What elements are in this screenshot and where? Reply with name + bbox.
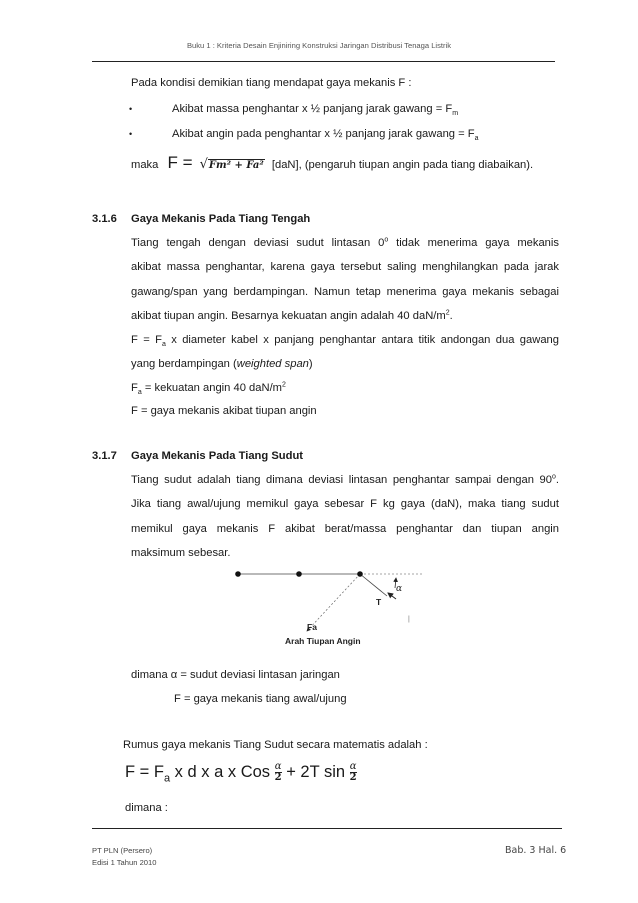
t-label: T <box>376 597 382 607</box>
tick-mark: | <box>408 616 410 623</box>
alpha-over-2: $\frac{\alpha}{2}$ <box>349 761 357 784</box>
paragraph-line: memikul gaya mekanis F akibat berat/massa penghantar dan tiupan angin <box>131 523 559 535</box>
header-rule <box>92 61 555 62</box>
paragraph-line: akibat tiupan angin. Besarnya kekuatan angin adalah 40 daN/$m^2$. <box>131 309 453 322</box>
paragraph-line: Tiang tengah dengan deviasi sudut lintasan 0$^o$ tidak menerima gaya mekanis <box>131 236 559 249</box>
intro-line: Pada kondisi demikian tiang mendapat gaya mekanis F : <box>131 77 412 89</box>
paragraph-line: gawang/span yang berdampingan. Namun tetap menerima gaya mekanis sebagai <box>131 286 559 298</box>
t-arrow <box>388 593 396 599</box>
alpha-over-2: $\frac{\alpha}{2}$ <box>274 761 282 784</box>
pole-middle <box>296 571 302 577</box>
formula-line: maka F = √Fm² + Fa² [daN], (pengaruh tiupan angin pada tiang diabaikan). <box>131 153 534 172</box>
paragraph-line: maksimum sebesar. <box>131 547 231 559</box>
bullet-dot: • <box>129 129 133 139</box>
fa-def-line: $F_a$ = kekuatan angin 40 daN/$m^2$ <box>131 381 286 397</box>
section-number: 3.1.7 <box>92 450 117 462</box>
paragraph-line: Tiang sudut adalah tiang dimana deviasi lintasan penghantar sampai dengan 90$^o$. <box>131 473 559 486</box>
angle-pole-formula: $F = F_a$ x d x a x Cos $\frac{\alpha}{2}$ + 2T sin $\frac{\alpha}{2}$ <box>125 761 357 785</box>
dimana-label: dimana : <box>125 802 168 814</box>
formula-def-line: $F = F_a$ x diameter kabel x panjang penghantar antara titik andongan dua gawang <box>131 334 559 349</box>
paragraph-line: akibat massa penghantar, karena gaya tersebut saling menghilangkan pada jarak <box>131 261 559 273</box>
section-title: Gaya Mekanis Pada Tiang Sudut <box>131 450 304 462</box>
footer-rule <box>92 828 562 829</box>
pole-start <box>235 571 241 577</box>
definition-line: dimana α = sudut deviasi lintasan jaringan <box>131 669 340 681</box>
running-header: Buku 1 : Kriteria Desain Enjiniring Konstruksi Jaringan Distribusi Tenaga Listrik <box>186 41 452 50</box>
angle-pole-diagram <box>225 563 435 653</box>
bullet-item-mass: Akibat massa penghantar x ½ panjang jarak gawang = $F_m$ <box>172 103 459 118</box>
footer-edition: Edisi 1 Tahun 2010 <box>92 858 157 867</box>
section-number: 3.1.6 <box>92 213 117 225</box>
bullet-item-wind: Akibat angin pada penghantar x ½ panjang jarak gawang = $F_a$ <box>172 128 479 143</box>
wind-caption: Arah Tiupan Angin <box>285 636 361 646</box>
rumus-intro: Rumus gaya mekanis Tiang Sudut secara matematis adalah : <box>123 739 428 751</box>
fa-label: Fa <box>307 622 317 632</box>
definition-line: F = gaya mekanis tiang awal/ujung <box>174 693 347 705</box>
paragraph-line: Jika tiang awal/ujung memikul gaya sebesar F kg gaya (daN), maka tiang sudut <box>131 498 559 510</box>
formula-f: F = <box>167 153 193 172</box>
bullet-dot: • <box>129 104 133 114</box>
radicand: Fm² + Fa² <box>208 160 264 171</box>
sqrt-symbol: √ <box>199 157 208 172</box>
footer-org: PT PLN (Persero) <box>92 846 153 855</box>
pole-angle <box>357 571 363 577</box>
alpha-label: α <box>396 584 403 594</box>
section-title: Gaya Mekanis Pada Tiang Tengah <box>131 213 311 225</box>
f-def-line: F = gaya mekanis akibat tiupan angin <box>131 405 317 417</box>
formula-def-line: yang berdampingan (weighted span) <box>131 358 313 370</box>
deviated-conductor <box>360 574 387 596</box>
page-number: Bab. 3 Hal. 6 <box>505 845 567 856</box>
